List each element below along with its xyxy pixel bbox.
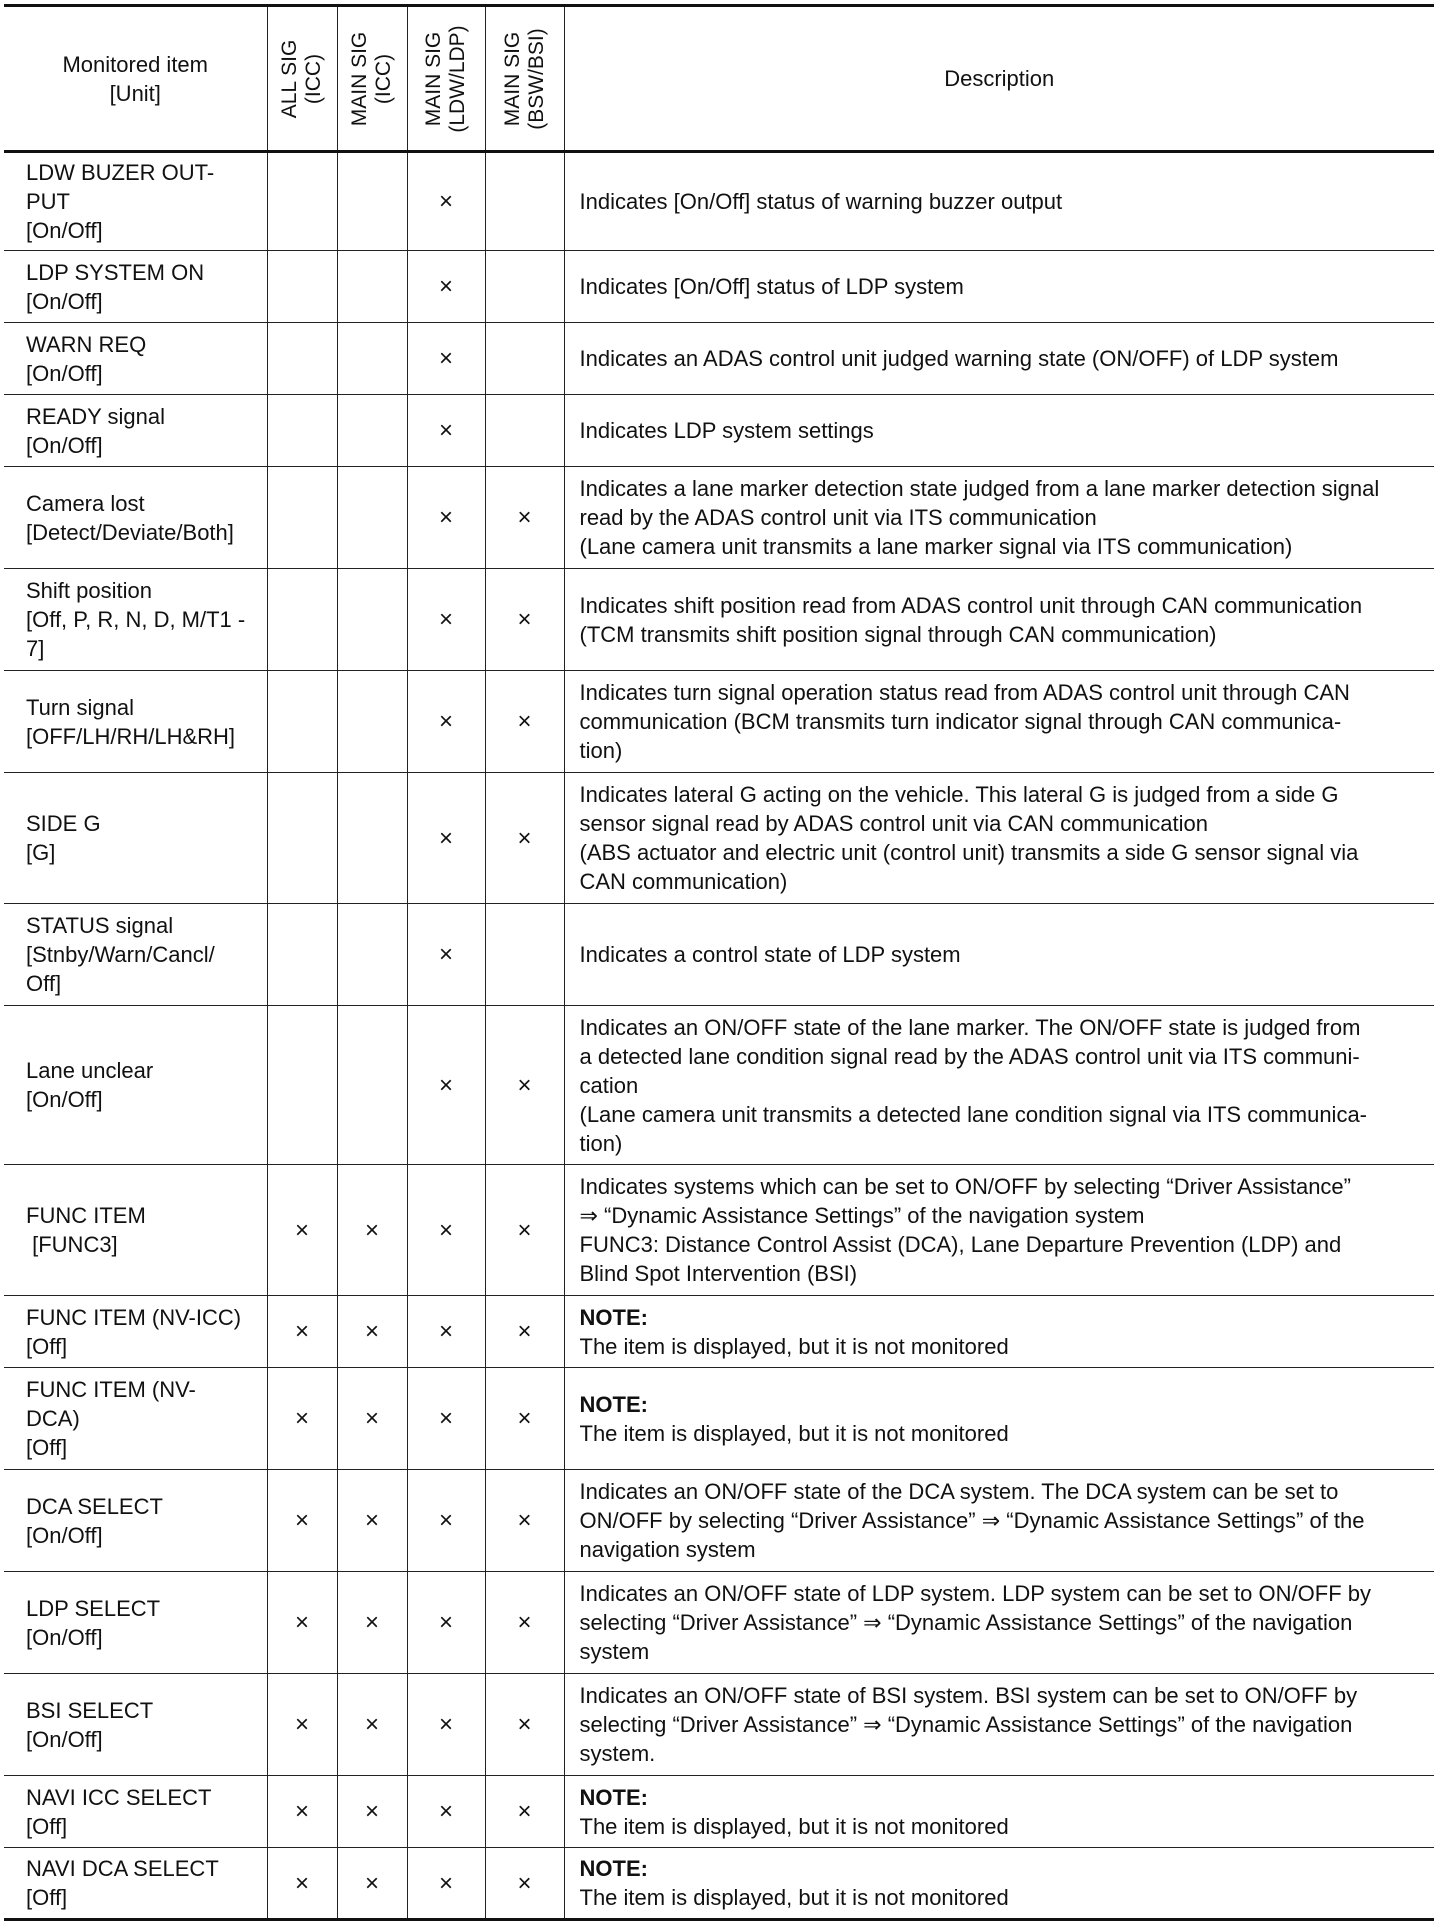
description-line: tion) [579, 738, 623, 763]
monitored-item-line: [On/Off] [26, 1522, 103, 1548]
description-cell [564, 251, 1434, 323]
monitored-item-cell [4, 569, 267, 671]
table-row [4, 1165, 1434, 1296]
mode-mark-cell: × [407, 671, 485, 773]
description-line: Indicates lateral G acting on the vehicle. This lateral G is judged from a side G [579, 782, 1339, 807]
mode-mark-cell: × [337, 1776, 407, 1848]
mode-mark-cell: × [407, 1006, 485, 1165]
description-line: Indicates LDP system settings [579, 418, 874, 443]
monitored-item-cell [4, 1848, 267, 1920]
mode-mark-cell [337, 152, 407, 251]
description-line: FUNC3: Distance Control Assist (DCA), Lane Departure Prevention (LDP) and [579, 1232, 1342, 1257]
header-main-sig-bsw-bsi: MAIN SIG (BSW/BSI) [485, 6, 564, 152]
description-line: a detected lane condition signal read by the ADAS control unit via ITS communi- [579, 1043, 1360, 1069]
monitored-item-cell [4, 1165, 267, 1296]
table-row [4, 467, 1434, 569]
mode-mark-cell: × [267, 1470, 337, 1572]
description-line: The item is displayed, but it is not monitored [579, 1813, 1009, 1839]
monitored-item-cell [4, 1296, 267, 1368]
mode-mark-cell: × [407, 1368, 485, 1470]
mode-mark-cell: × [337, 1470, 407, 1572]
mode-mark-cell: × [407, 569, 485, 671]
mode-mark-cell [267, 395, 337, 467]
table-row [4, 1776, 1434, 1848]
mode-mark-cell: × [267, 1776, 337, 1848]
mode-mark-cell: × [485, 1368, 564, 1470]
mode-mark-cell: × [407, 904, 485, 1006]
monitored-item-line: [Detect/Deviate/Both] [26, 519, 234, 545]
monitored-item-cell [4, 1006, 267, 1165]
table-row [4, 1848, 1434, 1920]
mode-mark-cell: × [407, 1848, 485, 1920]
description-cell [564, 323, 1434, 395]
description-line: system. [579, 1741, 656, 1766]
monitored-item-line: LDP SYSTEM ON [26, 259, 205, 285]
description-cell [564, 1674, 1434, 1776]
monitored-item-cell [4, 251, 267, 323]
table-row [4, 1368, 1434, 1470]
monitored-item-line: [On/Off] [26, 218, 103, 243]
table-row [4, 1674, 1434, 1776]
monitored-item-line: BSI SELECT [26, 1697, 154, 1723]
header-all-sig-icc: ALL SIG (ICC) [267, 6, 337, 152]
description-line: CAN communication) [579, 869, 788, 894]
mode-mark-cell [267, 569, 337, 671]
header-monitored-item: Monitored item [Unit] [4, 6, 267, 152]
mode-mark-cell: × [485, 467, 564, 569]
mode-mark-cell: × [485, 1470, 564, 1572]
monitored-item-line: Lane unclear [26, 1058, 154, 1083]
description-line: system [579, 1639, 650, 1664]
mode-mark-cell: × [407, 1296, 485, 1368]
monitored-item-line: DCA) [26, 1406, 80, 1431]
monitored-item-line: DCA SELECT [26, 1493, 163, 1519]
mode-mark-cell [267, 323, 337, 395]
mode-mark-cell: × [407, 1470, 485, 1572]
note-title: NOTE: [579, 1856, 648, 1881]
mode-mark-cell [485, 152, 564, 251]
monitored-item-cell [4, 395, 267, 467]
description-cell [564, 1848, 1434, 1920]
description-line: selecting “Driver Assistance” ⇒ “Dynamic Assistance Settings” of the navigation [579, 1712, 1353, 1737]
description-line: read by the ADAS control unit via ITS communication [579, 505, 1097, 530]
monitored-item-cell [4, 1470, 267, 1572]
mode-mark-cell [337, 671, 407, 773]
description-line: Blind Spot Intervention (BSI) [579, 1261, 858, 1286]
mode-mark-cell: × [337, 1674, 407, 1776]
monitored-item-line: NAVI ICC SELECT [26, 1784, 212, 1810]
description-cell [564, 904, 1434, 1006]
description-line: tion) [579, 1130, 623, 1156]
description-line: ON/OFF by selecting “Driver Assistance” ⇒ “Dynamic Assistance Settings” of the [579, 1508, 1365, 1533]
mode-mark-cell: × [337, 1848, 407, 1920]
mode-mark-cell [267, 251, 337, 323]
description-line: The item is displayed, but it is not monitored [579, 1420, 1009, 1446]
description-line: Indicates [On/Off] status of warning buzzer output [579, 189, 1063, 214]
monitored-item-line: WARN REQ [26, 331, 147, 357]
mode-mark-cell: × [267, 1674, 337, 1776]
description-cell [564, 1006, 1434, 1165]
mode-mark-cell [337, 395, 407, 467]
description-line: Indicates a control state of LDP system [579, 942, 961, 967]
description-line: (Lane camera unit transmits a detected lane condition signal via ITS communica- [579, 1101, 1367, 1127]
monitored-item-line: [On/Off] [26, 360, 103, 386]
table-row [4, 323, 1434, 395]
table-row [4, 671, 1434, 773]
monitored-item-line: NAVI DCA SELECT [26, 1856, 219, 1881]
description-line: Indicates systems which can be set to ON/OFF by selecting “Driver Assistance” [579, 1174, 1351, 1199]
mode-mark-cell: × [337, 1572, 407, 1674]
table-row [4, 251, 1434, 323]
mode-mark-cell: × [267, 1848, 337, 1920]
description-line: communication (BCM transmits turn indicator signal through CAN communica- [579, 709, 1342, 734]
description-line: Indicates an ON/OFF state of BSI system. BSI system can be set to ON/OFF by [579, 1683, 1358, 1708]
table-body [4, 152, 1434, 1920]
mode-mark-cell: × [337, 1165, 407, 1296]
description-line: ⇒ “Dynamic Assistance Settings” of the navigation system [579, 1203, 1145, 1228]
monitored-item-line: SIDE G [26, 811, 101, 836]
description-cell [564, 152, 1434, 251]
table-row [4, 395, 1434, 467]
mode-mark-cell: × [485, 1165, 564, 1296]
note-title: NOTE: [579, 1304, 648, 1330]
monitored-item-cell [4, 152, 267, 251]
mode-mark-cell [267, 1006, 337, 1165]
table-row [4, 152, 1434, 251]
monitored-item-line: LDW BUZER OUT- [26, 160, 215, 185]
table-row [4, 1006, 1434, 1165]
description-line: navigation system [579, 1537, 756, 1562]
mode-mark-cell [485, 904, 564, 1006]
mode-mark-cell: × [407, 1674, 485, 1776]
mode-mark-cell: × [267, 1572, 337, 1674]
monitored-item-cell [4, 671, 267, 773]
mode-mark-cell: × [485, 1572, 564, 1674]
table-row [4, 904, 1434, 1006]
description-line: cation [579, 1072, 639, 1098]
description-cell [564, 395, 1434, 467]
mode-mark-cell: × [407, 323, 485, 395]
header-main-sig-icc: MAIN SIG (ICC) [337, 6, 407, 152]
mode-mark-cell: × [407, 152, 485, 251]
mode-mark-cell: × [267, 1165, 337, 1296]
mode-mark-cell [337, 904, 407, 1006]
mode-mark-cell [267, 152, 337, 251]
mode-mark-cell [267, 671, 337, 773]
mode-mark-cell: × [485, 671, 564, 773]
monitored-item-cell [4, 467, 267, 569]
monitored-item-line: FUNC ITEM [26, 1203, 146, 1228]
description-line: Indicates an ON/OFF state of LDP system. LDP system can be set to ON/OFF by [579, 1581, 1371, 1606]
description-line: Indicates turn signal operation status read from ADAS control unit through CAN [579, 680, 1350, 705]
table-row [4, 1296, 1434, 1368]
mode-mark-cell: × [485, 1848, 564, 1920]
mode-mark-cell: × [485, 1674, 564, 1776]
mode-mark-cell: × [337, 1368, 407, 1470]
description-line: sensor signal read by ADAS control unit via CAN communication [579, 811, 1209, 836]
description-line: Indicates a lane marker detection state judged from a lane marker detection signal [579, 476, 1380, 501]
description-line: (Lane camera unit transmits a lane marker signal via ITS communication) [579, 534, 1293, 559]
monitored-item-cell [4, 1572, 267, 1674]
monitored-item-line: [Off] [26, 1333, 68, 1359]
mode-mark-cell: × [407, 395, 485, 467]
mode-mark-cell: × [407, 773, 485, 904]
mode-mark-cell [485, 251, 564, 323]
mode-mark-cell [267, 467, 337, 569]
monitored-item-line: [On/Off] [26, 1624, 103, 1650]
monitored-item-cell [4, 1368, 267, 1470]
monitored-item-line: [Off] [26, 1885, 68, 1910]
monitored-item-line: [Off] [26, 1813, 68, 1839]
description-cell [564, 569, 1434, 671]
mode-mark-cell [337, 1006, 407, 1165]
table-row [4, 1470, 1434, 1572]
mode-mark-cell [485, 323, 564, 395]
header-main-sig-ldw-ldp: MAIN SIG (LDW/LDP) [407, 6, 485, 152]
description-line: The item is displayed, but it is not monitored [579, 1333, 1009, 1359]
monitored-item-line: [OFF/LH/RH/LH&RH] [26, 723, 236, 749]
description-line: Indicates [On/Off] status of LDP system [579, 274, 964, 299]
mode-mark-cell: × [407, 1776, 485, 1848]
table-row [4, 569, 1434, 671]
table-row [4, 773, 1434, 904]
description-cell [564, 1296, 1434, 1368]
mode-mark-cell [337, 323, 407, 395]
description-line: Indicates shift position read from ADAS control unit through CAN communication [579, 592, 1363, 618]
mode-mark-cell [337, 251, 407, 323]
mode-mark-cell [485, 395, 564, 467]
description-cell [564, 1572, 1434, 1674]
monitored-item-line: [On/Off] [26, 1087, 103, 1112]
monitored-item-line: [Off, P, R, N, D, M/T1 - [26, 607, 246, 632]
mode-mark-cell: × [337, 1296, 407, 1368]
header-row [4, 6, 1434, 152]
mode-mark-cell [267, 904, 337, 1006]
monitored-item-line: [On/Off] [26, 1726, 103, 1752]
monitored-item-line: 7] [26, 636, 45, 661]
description-line: (TCM transmits shift position signal through CAN communication) [579, 621, 1217, 647]
description-cell [564, 671, 1434, 773]
monitored-item-line: [G] [26, 840, 56, 865]
monitored-item-line: READY signal [26, 403, 165, 429]
mode-mark-cell: × [407, 1572, 485, 1674]
description-line: Indicates an ON/OFF state of the lane marker. The ON/OFF state is judged from [579, 1014, 1361, 1040]
monitored-item-cell [4, 1674, 267, 1776]
monitored-item-line: LDP SELECT [26, 1595, 161, 1621]
table-row [4, 1572, 1434, 1674]
description-cell [564, 1470, 1434, 1572]
monitored-item-line: FUNC ITEM (NV-ICC) [26, 1304, 242, 1330]
mode-mark-cell [267, 773, 337, 904]
mode-mark-cell: × [267, 1296, 337, 1368]
monitored-item-cell [4, 904, 267, 1006]
monitored-item-line: Off] [26, 971, 62, 996]
description-line: Indicates an ADAS control unit judged warning state (ON/OFF) of LDP system [579, 346, 1339, 371]
monitored-item-line: PUT [26, 189, 70, 214]
monitored-item-line: [Stnby/Warn/Cancl/ [26, 942, 215, 967]
mode-mark-cell: × [485, 1006, 564, 1165]
monitored-item-line: [Off] [26, 1435, 68, 1460]
monitored-item-line: STATUS signal [26, 913, 174, 938]
mode-mark-cell: × [485, 569, 564, 671]
note-title: NOTE: [579, 1391, 648, 1417]
monitored-item-cell [4, 773, 267, 904]
monitor-item-table [4, 4, 1434, 1921]
description-cell [564, 467, 1434, 569]
monitored-item-line: Shift position [26, 578, 152, 603]
mode-mark-cell: × [407, 251, 485, 323]
description-line: Indicates an ON/OFF state of the DCA system. The DCA system can be set to [579, 1479, 1339, 1504]
monitored-item-cell [4, 323, 267, 395]
monitored-item-line: Turn signal [26, 694, 135, 720]
header-description: Description [564, 6, 1434, 152]
mode-mark-cell: × [407, 1165, 485, 1296]
mode-mark-cell [337, 467, 407, 569]
mode-mark-cell: × [485, 1776, 564, 1848]
description-line: The item is displayed, but it is not monitored [579, 1885, 1009, 1910]
monitored-item-line: [On/Off] [26, 432, 103, 458]
mode-mark-cell: × [407, 467, 485, 569]
monitored-item-cell [4, 1776, 267, 1848]
mode-mark-cell [337, 773, 407, 904]
description-cell [564, 1776, 1434, 1848]
monitored-item-line: FUNC ITEM (NV- [26, 1377, 196, 1402]
description-line: selecting “Driver Assistance” ⇒ “Dynamic Assistance Settings” of the navigation [579, 1610, 1353, 1635]
description-cell [564, 1165, 1434, 1296]
note-title: NOTE: [579, 1784, 648, 1810]
monitored-item-line: Camera lost [26, 490, 145, 516]
description-line: (ABS actuator and electric unit (control unit) transmits a side G sensor signal via [579, 840, 1359, 865]
mode-mark-cell: × [267, 1368, 337, 1470]
description-cell [564, 1368, 1434, 1470]
mode-mark-cell: × [485, 773, 564, 904]
mode-mark-cell [337, 569, 407, 671]
monitored-item-line: [FUNC3] [26, 1232, 118, 1257]
mode-mark-cell: × [485, 1296, 564, 1368]
description-cell [564, 773, 1434, 904]
monitored-item-line: [On/Off] [26, 288, 103, 314]
